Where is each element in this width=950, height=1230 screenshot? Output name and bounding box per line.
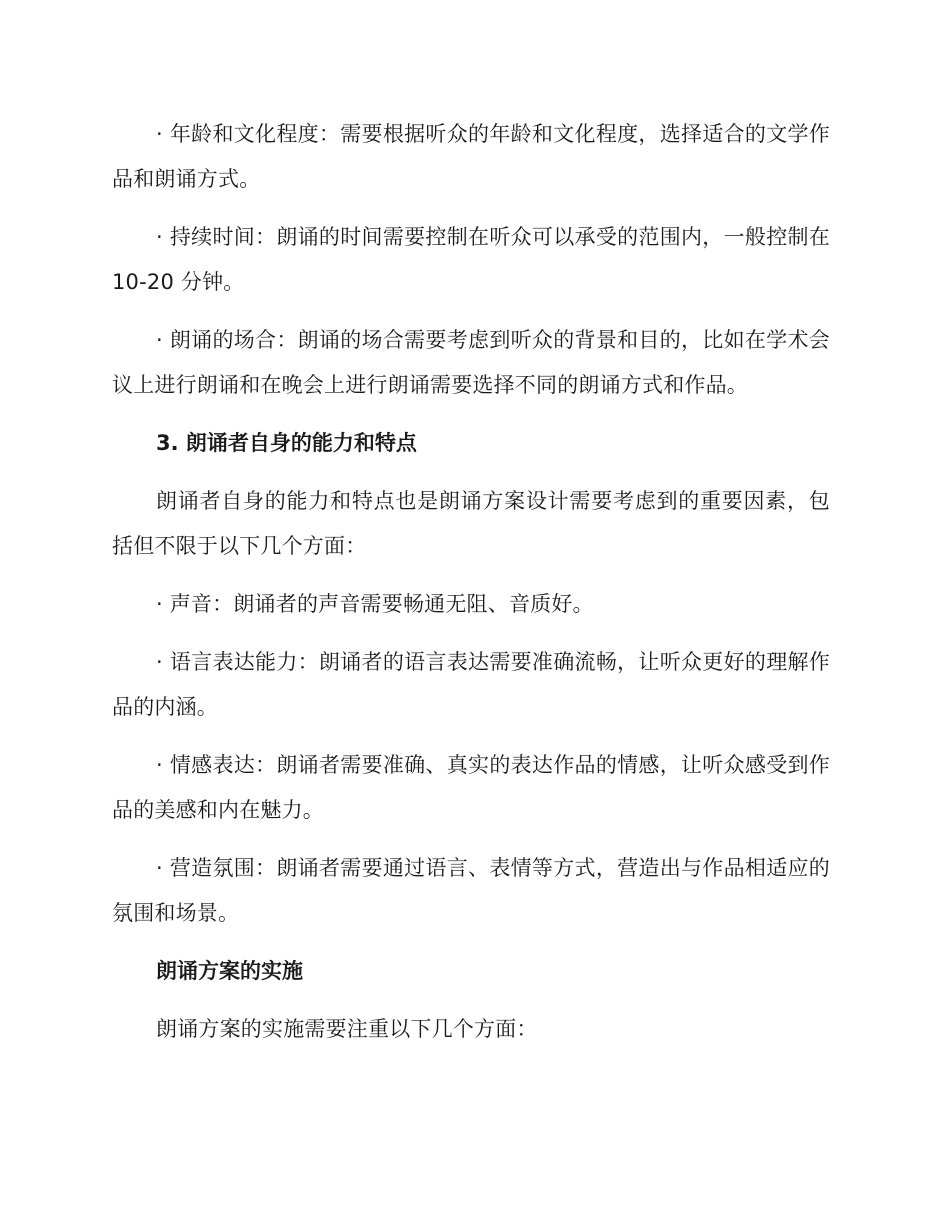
document-body	[112, 112, 830, 1052]
section-heading-implementation: 朗诵方案的实施	[156, 959, 303, 983]
intro-paragraph-reciter: 朗诵者自身的能力和特点也是朗诵方案设计需要考虑到的重要因素，包括但不限于以下几个方面：	[112, 489, 830, 558]
bullet-duration: · 持续时间：朗诵的时间需要控制在听众可以承受的范围内，一般控制在 10-20 分钟。	[112, 225, 830, 294]
bullet-occasion: · 朗诵的场合：朗诵的场合需要考虑到听众的背景和目的，比如在学术会议上进行朗诵和在晚会上进行朗诵需要选择不同的朗诵方式和作品。	[112, 328, 830, 397]
implementation-intro-paragraph: 朗诵方案的实施需要注重以下几个方面：	[156, 1017, 538, 1041]
section-heading-reciter-ability: 3. 朗诵者自身的能力和特点	[156, 431, 417, 455]
bullet-atmosphere: · 营造氛围：朗诵者需要通过语言、表情等方式，营造出与作品相适应的氛围和场景。	[112, 856, 830, 925]
bullet-voice: · 声音：朗诵者的声音需要畅通无阻、音质好。	[156, 592, 594, 616]
bullet-language-expression: · 语言表达能力：朗诵者的语言表达需要准确流畅，让听众更好的理解作品的内涵。	[112, 650, 830, 719]
bullet-emotional-expression: · 情感表达：朗诵者需要准确、真实的表达作品的情感，让听众感受到作品的美感和内在魅力。	[112, 753, 830, 822]
bullet-age-education: · 年龄和文化程度：需要根据听众的年龄和文化程度，选择适合的文学作品和朗诵方式。	[112, 122, 830, 191]
